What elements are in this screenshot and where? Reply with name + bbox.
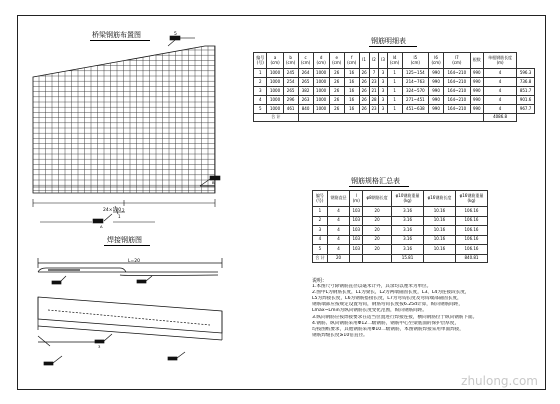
splice-title: 焊接钢筋图 xyxy=(107,236,142,244)
table1-header-cell: l4 (cm) xyxy=(387,53,402,69)
table2-title-underline xyxy=(349,186,409,187)
notes-heading: 说明： xyxy=(312,278,328,284)
table1-cell: 16 xyxy=(344,78,359,87)
table2-cell: 4 xyxy=(327,226,350,236)
table1-cell: 5 xyxy=(254,105,267,114)
table1-cell: 21 xyxy=(369,87,379,96)
table2-row xyxy=(313,226,488,236)
table2-header-cell: 编号 (号) xyxy=(313,191,328,207)
table1-cell: 461 xyxy=(283,105,298,114)
top-callout xyxy=(168,36,195,46)
table2-cell: 4 xyxy=(327,216,350,226)
table2-cell: 3.16 xyxy=(392,216,424,226)
table1-header-cell: l7 (cm) xyxy=(444,53,471,69)
table1-header-cell: 根数 xyxy=(470,53,483,69)
table2-header-cell: φ16钢筋重量 (kg) xyxy=(455,191,487,207)
table1-cell: 990 xyxy=(470,78,483,87)
table1-row xyxy=(254,69,535,78)
table1-total-label: 合 计 xyxy=(254,114,299,122)
table2-cell: 5 xyxy=(313,245,328,255)
table2-title: 钢筋规格汇总表 xyxy=(351,177,400,185)
table2-cell: 4 xyxy=(327,207,350,217)
table2-total-blank xyxy=(424,254,456,262)
note-line: Lmax~Lmin为纵向钢筋长度变化范围，纵向钢筋间距。 xyxy=(312,308,427,314)
note-line: 钢筋端部应按规定设置弯钩，钢筋弯钩长度按6.25d计算，纵向钢筋间距， xyxy=(312,302,463,308)
table1-cell: 1000 xyxy=(313,87,329,96)
table2-total-label: 合 计 xyxy=(313,254,328,262)
rebar-summary-table xyxy=(312,190,488,263)
table2-total-blank xyxy=(363,254,392,262)
table1-cell: 26 xyxy=(329,87,344,96)
table1-cell: 4 xyxy=(484,78,517,87)
table1-total-row xyxy=(254,114,535,122)
table1-cell: 1000 xyxy=(313,78,329,87)
table2-total-b: 840.81 xyxy=(455,254,487,262)
table1-cell: 1 xyxy=(387,105,402,114)
table1-row xyxy=(254,96,535,105)
table1-cell: 263 xyxy=(298,96,313,105)
table1-header-cell: a (cm) xyxy=(267,53,283,69)
table1-cell: 164~210 xyxy=(444,87,471,96)
table2-cell: 103 xyxy=(350,207,363,217)
note-line: L5为焊接长度，L6为钢筋搭接长度，L7为弯钩长度及弯钩端部锚固长度， xyxy=(312,296,462,302)
table1-cell: 1000 xyxy=(267,78,283,87)
splice-title-underline xyxy=(104,245,150,246)
table1-cell: 1000 xyxy=(267,87,283,96)
rebar-grid xyxy=(33,46,215,193)
table1-cell: 26 xyxy=(329,96,344,105)
table2-header-cell: l (m) xyxy=(350,191,363,207)
table1-cell: 164~210 xyxy=(444,96,471,105)
top-callout-label: 5 xyxy=(174,32,177,37)
table1-cell: 851.7 xyxy=(517,87,535,96)
table2-row xyxy=(313,207,488,217)
table1-cell: 265 xyxy=(283,87,298,96)
table2-cell: 20 xyxy=(363,245,392,255)
table1-cell: 26 xyxy=(329,69,344,78)
table2-total-a: 15.81 xyxy=(392,254,424,262)
splice-dim-label: L=20 xyxy=(128,259,141,264)
table1-cell: 26 xyxy=(329,78,344,87)
plan-title: 桥梁钢筋布置图 xyxy=(92,31,141,39)
table2-cell: 103 xyxy=(350,226,363,236)
table1-row xyxy=(254,105,535,114)
table2-total-row xyxy=(313,254,488,262)
table1-cell: 1000 xyxy=(313,105,329,114)
section-b-label: B xyxy=(212,180,215,185)
splice-mark-bottom: 3 xyxy=(98,344,101,349)
table2-cell: 10.16 xyxy=(424,226,456,236)
table1-cell: 4 xyxy=(484,96,517,105)
table2-total-blank xyxy=(350,254,363,262)
table1-cell: 1 xyxy=(387,87,402,96)
table1-cell: 264 xyxy=(298,69,313,78)
table1-cell: 23 xyxy=(369,78,379,87)
table1-cell: 4 xyxy=(254,96,267,105)
table1-cell: 990 xyxy=(470,96,483,105)
table1-cell: 164~210 xyxy=(444,69,471,78)
table2-cell: 10.16 xyxy=(424,207,456,217)
table2-row xyxy=(313,216,488,226)
table1-cell: 382 xyxy=(298,87,313,96)
table1-cell: 2 xyxy=(254,78,267,87)
table2-total-count: 20 xyxy=(327,254,350,262)
table1-cell: 990 xyxy=(429,96,444,105)
table2-cell: 106.16 xyxy=(455,235,487,245)
table1-cell: 1000 xyxy=(267,96,283,105)
table1-cell: 1 xyxy=(387,69,402,78)
table2-cell: 20 xyxy=(363,207,392,217)
table1-cell: 3 xyxy=(379,96,387,105)
table1-cell: 1000 xyxy=(267,105,283,114)
table2-header-cell: φ16钢筋长度 xyxy=(424,191,456,207)
table1-cell: 990 xyxy=(429,78,444,87)
table1-cell: 254 xyxy=(283,78,298,87)
table2-cell: 20 xyxy=(363,226,392,236)
table1-cell: 1000 xyxy=(313,69,329,78)
plan-label-1: 1 xyxy=(118,214,121,219)
table1-cell: 4 xyxy=(484,105,517,114)
plan-dimension xyxy=(33,199,215,207)
table1-cell: 3 xyxy=(379,69,387,78)
table2-cell: 4 xyxy=(327,245,350,255)
table2-header-cell: 钢筋直径 xyxy=(327,191,350,207)
table2-cell: 106.16 xyxy=(455,245,487,255)
table1-cell: 26 xyxy=(359,96,369,105)
table1-cell: 451~638 xyxy=(402,105,429,114)
table1-header-cell: l5 (cm) xyxy=(402,53,429,69)
table1-cell: 16 xyxy=(344,69,359,78)
table2-header-cell: φ8钢筋长度 xyxy=(363,191,392,207)
table1-cell: 1 xyxy=(387,96,402,105)
table2-cell: 3.16 xyxy=(392,245,424,255)
table2-cell: 1 xyxy=(313,207,328,217)
table1-total-blank xyxy=(298,114,483,122)
table1-cell: 164~210 xyxy=(444,105,471,114)
note-line: 2.图中L为钢筋长度，L1为梁长，L2为两端锚固长度，L3、L4为连接段长度， xyxy=(312,290,470,296)
table1-cell: 16 xyxy=(344,96,359,105)
splice-section xyxy=(38,297,222,365)
table1-cell: 736.8 xyxy=(517,78,535,87)
note-line: 4.钢筋、纵向钢筋采用Φ12二级钢筋，钢筋中心至梁底面的保护层厚度， xyxy=(312,320,460,326)
table1-header-cell: e (cm) xyxy=(329,53,344,69)
table2-cell: 106.16 xyxy=(455,207,487,217)
table1-header-cell: l1 xyxy=(359,53,369,69)
table2-row xyxy=(313,235,488,245)
table1-title-underline xyxy=(369,46,417,47)
table2-cell: 20 xyxy=(363,216,392,226)
table1-header-cell: d (cm) xyxy=(313,53,329,69)
table2-cell: 106.16 xyxy=(455,226,487,236)
table1-cell: 265 xyxy=(298,78,313,87)
table1-cell: 296 xyxy=(283,96,298,105)
table1-cell: 26 xyxy=(329,105,344,114)
table1-cell: 26 xyxy=(359,78,369,87)
table1-cell: 990 xyxy=(470,69,483,78)
table1-header-cell: l2 xyxy=(369,53,379,69)
table2-cell: 20 xyxy=(363,235,392,245)
note-line: 3.纵向钢筋应按焊接要求在适当位置进行焊接连接，横向钢筋位于纵向钢筋下面。 xyxy=(312,314,478,320)
table1-cell: 1000 xyxy=(267,69,283,78)
table1-cell: 990 xyxy=(470,105,483,114)
table2-cell: 3 xyxy=(313,226,328,236)
table1-cell: 3 xyxy=(379,105,387,114)
table2-cell: 103 xyxy=(350,216,363,226)
table1-cell: 7 xyxy=(369,69,379,78)
table1-cell: 271~451 xyxy=(402,96,429,105)
table1-cell: 26 xyxy=(359,87,369,96)
table1-cell: 245 xyxy=(283,69,298,78)
table2-cell: 4 xyxy=(327,235,350,245)
table1-cell: 324~570 xyxy=(402,87,429,96)
note-line: 均按图纸要求，其他钢筋采用Φ10二级钢筋，本图钢筋焊接采用单面焊接， xyxy=(312,326,464,332)
section-a-label: A xyxy=(100,224,103,229)
table1-cell: 26 xyxy=(359,69,369,78)
note-line: 1.本图尺寸除钢筋直径以毫米计外，其余均以厘米为单位。 xyxy=(312,284,432,290)
table2-cell: 106.16 xyxy=(455,216,487,226)
table1-header-row xyxy=(254,53,535,69)
table1-header-cell: 单根钢筋长度 (m) xyxy=(484,53,517,69)
table2-row xyxy=(313,245,488,255)
table1-cell: 1 xyxy=(387,78,402,87)
table1-row xyxy=(254,87,535,96)
table1-header-cell: f (cm) xyxy=(344,53,359,69)
table1-cell: 967.7 xyxy=(517,105,535,114)
table1-cell: 214~763 xyxy=(402,78,429,87)
table2-cell: 3.16 xyxy=(392,226,424,236)
table2-cell: 103 xyxy=(350,245,363,255)
notes-lines xyxy=(312,284,532,339)
table1-row xyxy=(254,78,535,87)
deck-outline xyxy=(33,46,215,193)
table1-header-cell: c (cm) xyxy=(298,53,313,69)
table1-header-cell: b (cm) xyxy=(283,53,298,69)
watermark: zhulong.com xyxy=(461,374,538,388)
table1-cell: 3 xyxy=(254,87,267,96)
note-line: 钢筋焊缝长度≥10倍直径。 xyxy=(312,332,368,338)
rebar-detail-table xyxy=(253,52,535,122)
table1-cell: 16 xyxy=(344,105,359,114)
table2-cell: 3.16 xyxy=(392,207,424,217)
table2-cell: 103 xyxy=(350,235,363,245)
notes-block xyxy=(312,278,532,339)
table1-header-cell: l3 xyxy=(379,53,387,69)
table2-cell: 10.16 xyxy=(424,216,456,226)
table1-cell: 901.6 xyxy=(517,96,535,105)
table1-cell: 840 xyxy=(298,105,313,114)
table1-cell: 1000 xyxy=(313,96,329,105)
table1-cell: 1 xyxy=(254,69,267,78)
table1-cell: 26 xyxy=(359,105,369,114)
table1-header-cell: 编号 (号) xyxy=(254,53,267,69)
table1-cell: 16 xyxy=(344,87,359,96)
table2-header-row xyxy=(313,191,488,207)
table1-cell: 3 xyxy=(379,78,387,87)
table2-cell: 4 xyxy=(313,235,328,245)
table1-cell: 23 xyxy=(369,105,379,114)
plan-label-2: 2 xyxy=(122,208,125,213)
table2-cell: 10.16 xyxy=(424,245,456,255)
table1-cell: 4 xyxy=(484,87,517,96)
table1-cell: 4 xyxy=(484,69,517,78)
table1-cell: 990 xyxy=(429,69,444,78)
table2-cell: 10.16 xyxy=(424,235,456,245)
plan-dim-label: 24×100 xyxy=(103,208,122,213)
table1-cell: 990 xyxy=(429,87,444,96)
table2-header-cell: φ10钢筋重量 (kg) xyxy=(392,191,424,207)
table2-cell: 3.16 xyxy=(392,235,424,245)
table1-cell: 596.3 xyxy=(517,69,535,78)
table1-total-value: 4086.8 xyxy=(484,114,517,122)
table1-cell: 164~210 xyxy=(444,78,471,87)
table1-cell: 990 xyxy=(429,105,444,114)
table1-header-cell: l6 (cm) xyxy=(429,53,444,69)
table1-cell: 3 xyxy=(379,87,387,96)
table2-cell: 2 xyxy=(313,216,328,226)
table1-title: 钢筋明细表 xyxy=(371,37,406,45)
table1-cell: 125~154 xyxy=(402,69,429,78)
table1-cell: 990 xyxy=(470,87,483,96)
table1-cell: 28 xyxy=(369,96,379,105)
